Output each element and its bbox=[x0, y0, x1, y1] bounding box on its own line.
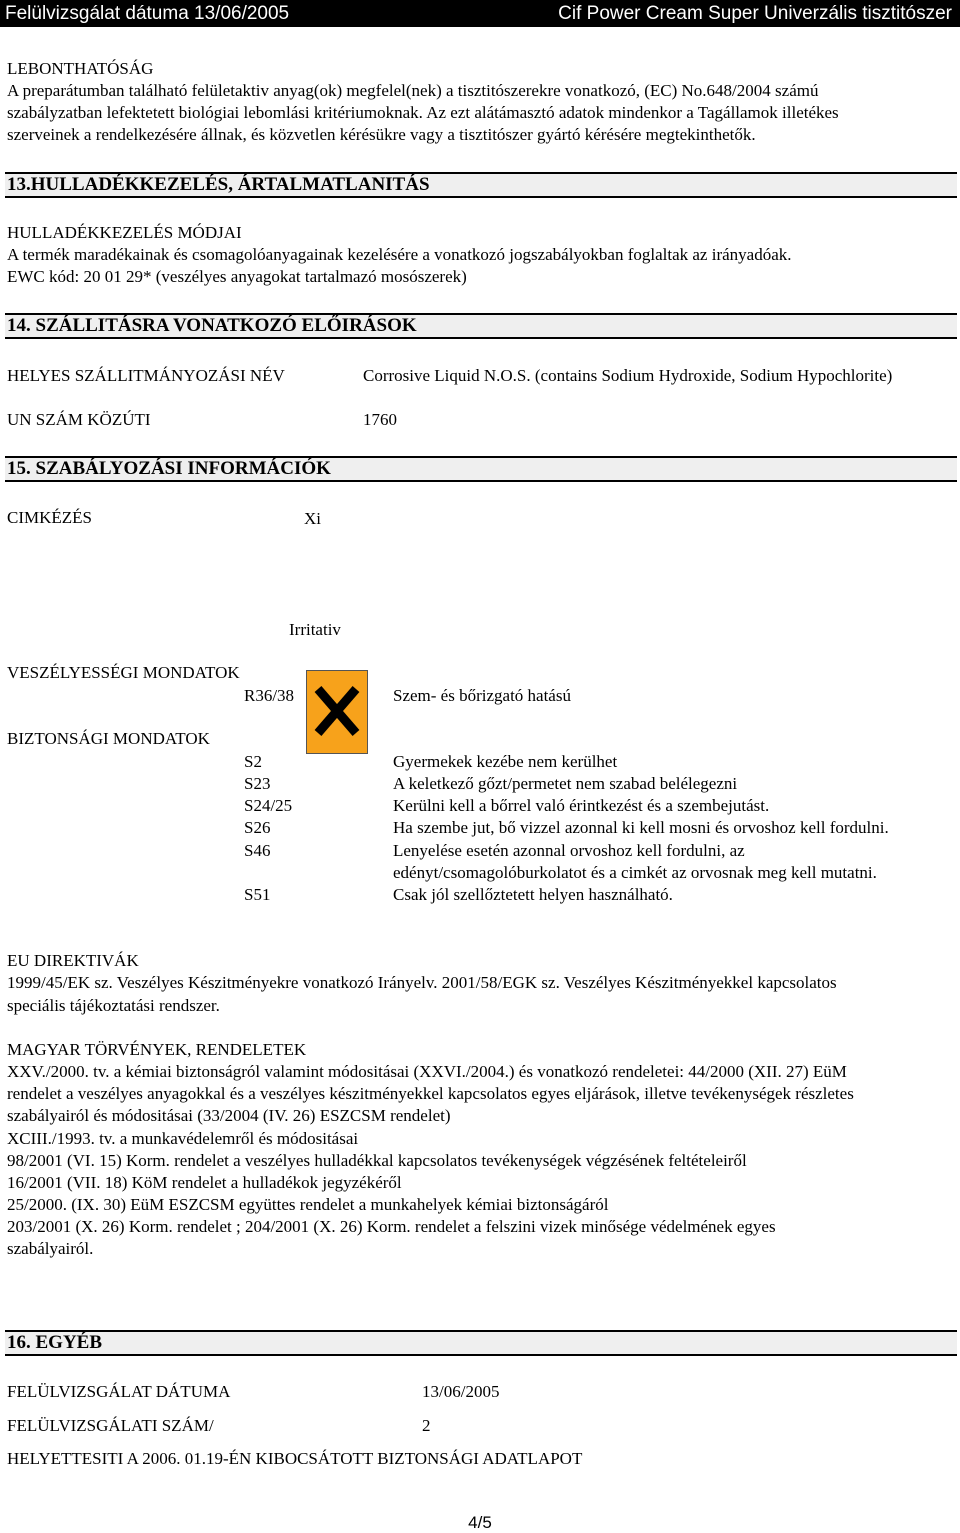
safety-phrase-code: S2 bbox=[244, 752, 262, 771]
eu-directives-heading: EU DIREKTIVÁK bbox=[7, 951, 139, 970]
safety-phrases-label: BIZTONSÁGI MONDATOK bbox=[7, 729, 210, 748]
section-14-heading: 14. SZÁLLITÁSRA VONATKOZÓ ELŐIRÁSOK bbox=[5, 313, 957, 339]
replaces-statement: HELYETTESITI A 2006. 01.19-ÉN KIBOCSÁTOTT BIZTONSÁGI ADATLAPOT bbox=[7, 1449, 583, 1468]
revision-number-value: 2 bbox=[422, 1416, 431, 1435]
shipping-name-value: Corrosive Liquid N.O.S. (contains Sodium Hydroxide, Sodium Hypochlorite) bbox=[363, 366, 893, 385]
page-number: 4/5 bbox=[468, 1513, 492, 1532]
risk-phrase-code: R36/38 bbox=[244, 686, 295, 705]
revision-number-label: FELÜLVIZSGÁLATI SZÁM/ bbox=[7, 1416, 214, 1435]
hazard-symbol-caption: Irritativ bbox=[289, 620, 341, 639]
law-line: szabályairól és módositásai (33/2004 (IV. 26) ESZCSM rendelet) bbox=[7, 1106, 451, 1125]
safety-phrase-text: Gyermekek kezébe nem kerülhet bbox=[393, 752, 618, 771]
waste-methods-text: A termék maradékainak és csomagolóanyagainak kezelésére a vonatkozó jogszabályokban foglaltak az irányadóak. bbox=[7, 245, 792, 264]
safety-phrase-code: S46 bbox=[244, 841, 271, 860]
biodegradability-text-1: A preparátumban található felületaktiv anyag(ok) megfelel(nek) a tisztitószerekre vonatkozó, (EC) No.648/2004 számú bbox=[7, 81, 819, 100]
un-number-label: UN SZÁM KÖZÚTI bbox=[7, 410, 151, 429]
ewc-code: EWC kód: 20 01 29* (veszélyes anyagokat tartalmazó mosószerek) bbox=[7, 267, 467, 286]
law-line: 203/2001 (X. 26) Korm. rendelet ; 204/2001 (X. 26) Korm. rendelet a felszini vizek minősége védelmének egyes bbox=[7, 1217, 776, 1236]
law-line: 25/2000. (IX. 30) EüM ESZCSM együttes rendelet a munkahelyek kémiai biztonságáról bbox=[7, 1195, 609, 1214]
revision-date-value: 13/06/2005 bbox=[422, 1382, 500, 1401]
law-line: rendelet a veszélyes anyagokkal és a veszélyes készitményekkel kapcsolatos egyes eljárások, illetve tevékenységek részletes bbox=[7, 1084, 854, 1103]
safety-phrase-text: Kerülni kell a bőrrel való érintkezést és a szembejutást. bbox=[393, 796, 770, 815]
biodegradability-text-2: szabályzatban lefektetett biológiai lebomlási kritériumoknak. Az ezt alátámasztó adatok mindenkor a Tagállamok illetékes bbox=[7, 103, 839, 122]
shipping-name-label: HELYES SZÁLLITMÁNYOZÁSI NÉV bbox=[7, 366, 285, 385]
risk-phrase-text: Szem- és bőrizgató hatású bbox=[393, 686, 571, 705]
labelling-value: Xi bbox=[304, 509, 321, 528]
law-line: szabályairól. bbox=[7, 1239, 94, 1258]
law-line: 16/2001 (VII. 18) KöM rendelet a hulladékok jegyzékéről bbox=[7, 1173, 402, 1192]
section-16-heading: 16. EGYÉB bbox=[5, 1330, 957, 1356]
header-product-name: Cif Power Cream Super Univerzális tisztitószer bbox=[558, 3, 952, 24]
labelling-label: CIMKÉZÉS bbox=[7, 508, 92, 527]
eu-directives-text-2: speciális tájékoztatási rendszer. bbox=[7, 996, 220, 1015]
safety-phrase-text: edényt/csomagolóburkolatot és a cimkét az orvosnak meg kell mutatni. bbox=[393, 863, 877, 882]
hungarian-laws-heading: MAGYAR TÖRVÉNYEK, RENDELETEK bbox=[7, 1040, 307, 1059]
section-15-heading: 15. SZABÁLYOZÁSI INFORMÁCIÓK bbox=[5, 456, 957, 482]
safety-phrase-code: S26 bbox=[244, 818, 271, 837]
page-header bbox=[0, 0, 960, 27]
biodegradability-heading: LEBONTHATÓSÁG bbox=[7, 59, 154, 78]
irritant-hazard-icon bbox=[306, 670, 368, 754]
header-revision-date: Felülvizsgálat dátuma 13/06/2005 bbox=[5, 3, 290, 24]
law-line: 98/2001 (VI. 15) Korm. rendelet a veszélyes hulladékkal kapcsolatos tevékenységek végzésének feltételeiről bbox=[7, 1151, 747, 1170]
safety-phrase-text: Csak jól szellőztetett helyen használható. bbox=[393, 885, 673, 904]
eu-directives-text-1: 1999/45/EK sz. Veszélyes Készitményekre vonatkozó Irányelv. 2001/58/EGK sz. Veszélyes Készitményekkel kapcsolatos bbox=[7, 973, 837, 992]
biodegradability-text-3: szerveinek a rendelkezésére állnak, és közvetlen kérésükre vagy a tisztitószer gyártó kérésére megtekinthetők. bbox=[7, 125, 756, 144]
safety-phrase-text: Ha szembe jut, bő vizzel azonnal ki kell mosni és orvoshoz kell fordulni. bbox=[393, 818, 889, 837]
law-line: XXV./2000. tv. a kémiai biztonságról valamint módositásai (XXVI./2004.) és vonatkozó rendeletei: 44/2000 (XII. 27) EüM bbox=[7, 1062, 847, 1081]
waste-methods-heading: HULLADÉKKEZELÉS MÓDJAI bbox=[7, 223, 242, 242]
risk-phrases-label: VESZÉLYESSÉGI MONDATOK bbox=[7, 663, 240, 682]
safety-phrase-text: A keletkező gőzt/permetet nem szabad belélegezni bbox=[393, 774, 738, 793]
law-line: XCIII./1993. tv. a munkavédelemről és módositásai bbox=[7, 1129, 359, 1148]
safety-phrase-code: S23 bbox=[244, 774, 271, 793]
safety-phrase-code: S51 bbox=[244, 885, 271, 904]
safety-phrase-text: Lenyelése esetén azonnal orvoshoz kell fordulni, az bbox=[393, 841, 745, 860]
un-number-value: 1760 bbox=[363, 410, 397, 429]
safety-phrase-code: S24/25 bbox=[244, 796, 293, 815]
revision-date-label: FELÜLVIZSGÁLAT DÁTUMA bbox=[7, 1382, 231, 1401]
section-13-heading: 13.HULLADÉKKEZELÉS, ÁRTALMATLANITÁS bbox=[5, 172, 957, 198]
